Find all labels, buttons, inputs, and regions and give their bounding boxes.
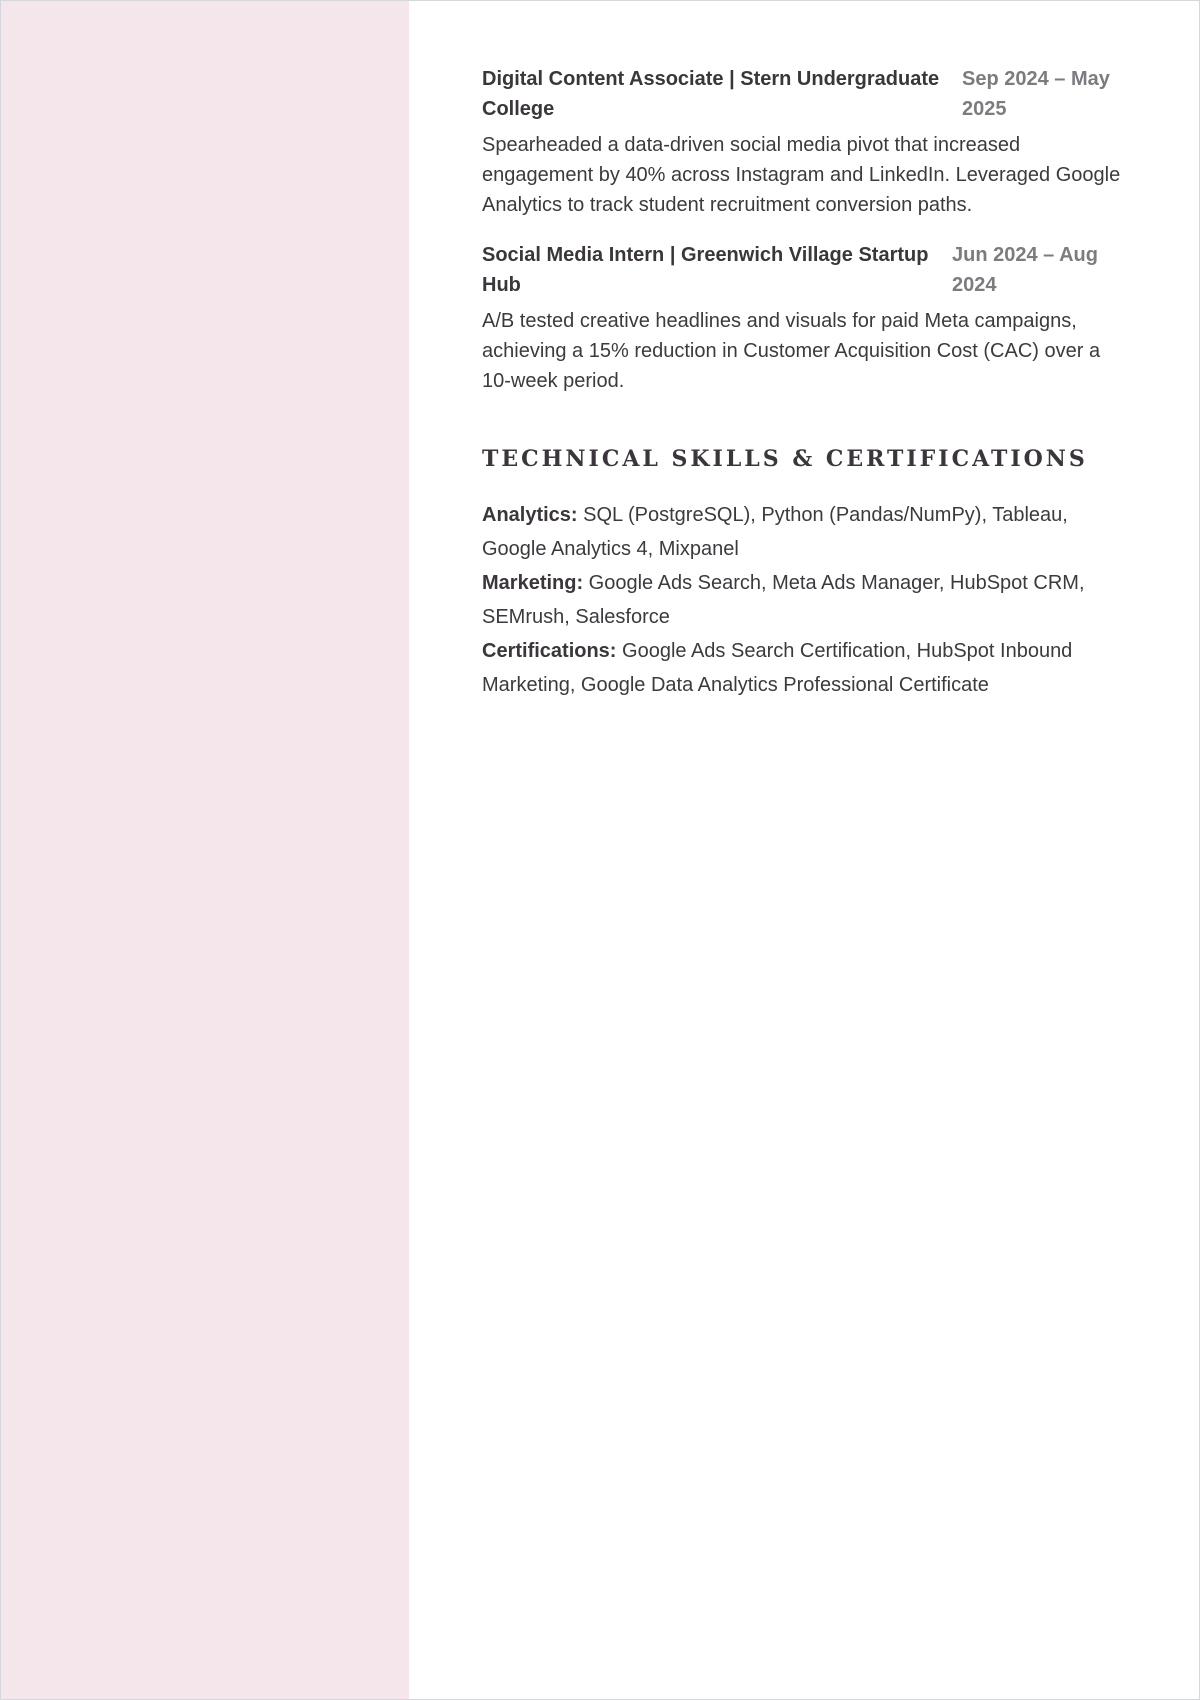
job-dates: Sep 2024 – May 2025 — [962, 68, 1110, 120]
job-dates: Jun 2024 – Aug 2024 — [952, 244, 1098, 296]
experience-entry — [482, 64, 1122, 220]
skill-line-certifications — [482, 634, 1122, 702]
experience-header — [482, 64, 1122, 124]
skill-value: Google Ads Search Certification, HubSpot Inbound Marketing, Google Data Analytics Professional Certificate — [482, 640, 1073, 696]
job-title: Social Media Intern | Greenwich Village Startup Hub — [482, 244, 929, 296]
skill-value: SQL (PostgreSQL), Python (Pandas/NumPy), Tableau, Google Analytics 4, Mixpanel — [482, 504, 1068, 560]
main-content — [482, 64, 1122, 702]
sidebar-panel — [1, 1, 409, 1699]
skill-value: Google Ads Search, Meta Ads Manager, HubSpot CRM, SEMrush, Salesforce — [482, 572, 1085, 628]
experience-entry — [482, 240, 1122, 396]
skill-label: Certifications: — [482, 640, 617, 662]
section-heading-skills: TECHNICAL SKILLS & CERTIFICATIONS — [482, 446, 1088, 472]
skill-line-analytics — [482, 498, 1122, 566]
skill-label: Analytics: — [482, 504, 578, 526]
job-description: Spearheaded a data-driven social media pivot that increased engagement by 40% across Instagram and LinkedIn. Leveraged Google Analytics to track student recruitment conversion paths. — [482, 134, 1121, 216]
experience-header — [482, 240, 1122, 300]
job-title: Digital Content Associate | Stern Undergraduate College — [482, 68, 940, 120]
skill-line-marketing — [482, 566, 1122, 634]
skill-label: Marketing: — [482, 572, 584, 594]
job-description: A/B tested creative headlines and visuals for paid Meta campaigns, achieving a 15% reduction in Customer Acquisition Cost (CAC) over a 10-week period. — [482, 310, 1101, 392]
